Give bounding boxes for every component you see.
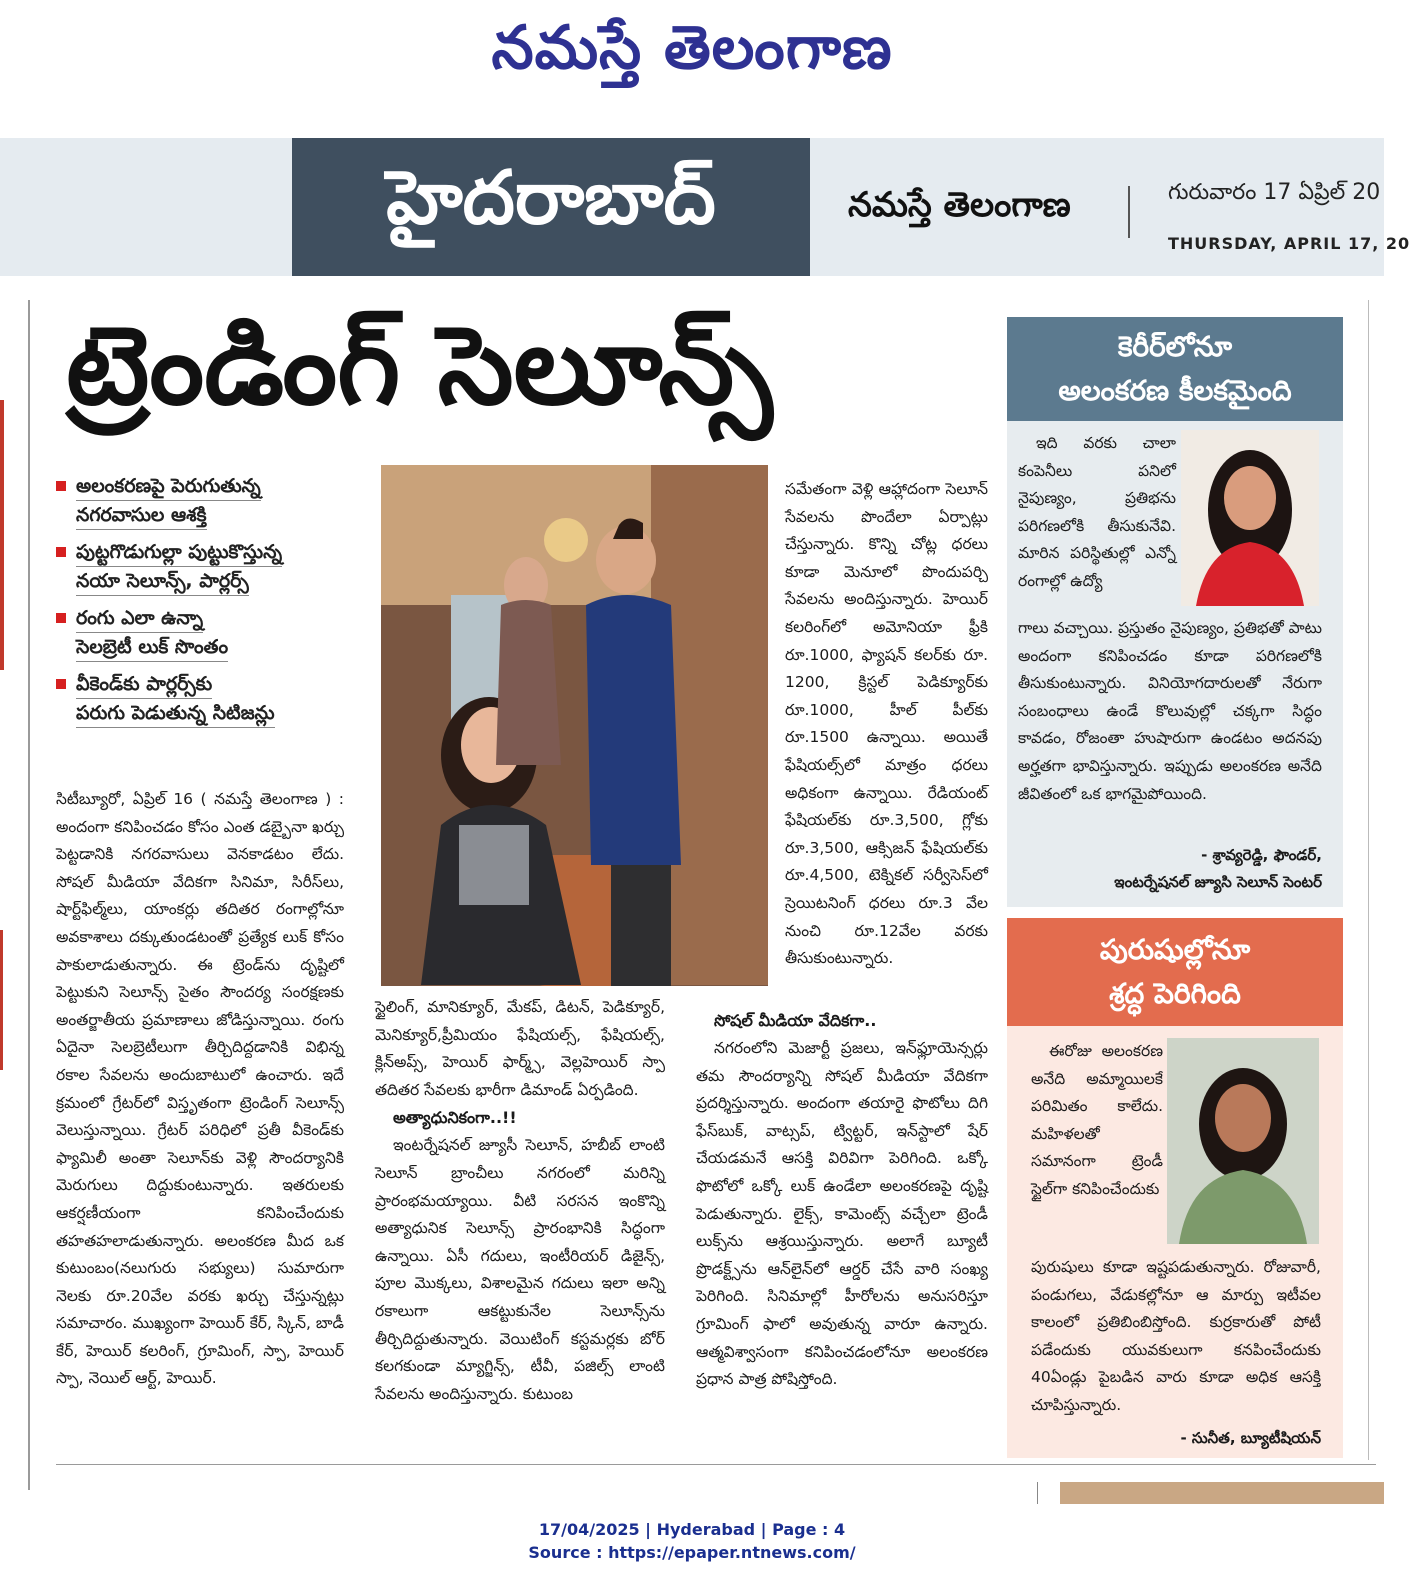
article-paragraph: నగరంలోని మెజార్టీ ప్రజలు, ఇన్‌ఫ్లూయెన్సర్లు తమ సౌందర్యాన్ని సోషల్ మీడియా వేదికగా ప్రదర్శిస్తున్నారు. అందంగా తయారై ఫొటోలు దిగి ఫేస్‌బుక్, వాట్సప్, ట్విట్టర్, ఇన్‌స్టాలో షేర్ చేయడమనే ఆసక్తి విరివిగా పెరిగింది. ఒక్కో ఫొటోలో ఒక్కో లుక్ ఉండేలా అలంకరణపై దృష్టి పెడుతున్నారు. లైక్స్, కామెంట్స్ వచ్చేలా ట్రెండీ లుక్స్‌ను ఆశ్రయిస్తున్నారు. అలాగే బ్యూటీ ప్రొడక్ట్స్‌ను ఆన్‌లైన్‌లో ఆర్డర్ చేసే వారి సంఖ్య పెరిగింది. సినిమాల్లో హీరోలను అనుసరిస్తూ గ్రూమింగ్ ఫాలో అవుతున్న వారూ ఉన్నారు. ఆత్మవిశ్వాసంగా కనిపించడంలోనూ అలంకరణ ప్రధాన పాత్ర పోషిస్తోంది. [696, 1039, 988, 1389]
sidebar-career-text [1018, 430, 1176, 606]
bullet-line: రంగు ఎలా ఉన్నా [76, 604, 203, 633]
subheading-social-media: సోషల్ మీడియా వేదికగా.. [714, 1011, 877, 1030]
band-separator [1128, 186, 1130, 238]
article-paragraph: స్టైలింగ్, మానిక్యూర్, మేకప్, డిటన్, పెడిక్యూర్, మెనిక్యూర్,ప్రీమియం ఫేషియల్స్, ఫేషియల్స్, క్లిన్అప్స్, హెయిర్ ఫార్మ్స్, వెల్లహెయిర్ స్పా తదితర సేవలకు భారీగా డిమాండ్ ఏర్పడింది. [375, 998, 665, 1099]
sidebar-heading-line: శ్రద్ధ పెరిగింది [1109, 977, 1241, 1010]
adjacent-page-edge [0, 400, 4, 670]
credit-line: - శ్రావ్యరెడ్డి, ఫౌండర్, [1201, 846, 1322, 864]
salon-photo [381, 465, 768, 986]
sidebar-men-credit: - సునీత, బ్యూటీషియన్ [1180, 1429, 1321, 1447]
sidebar-heading-line: పురుషుల్లోనూ [1099, 933, 1251, 966]
highlight-bullet [56, 472, 356, 530]
founder-portrait-illustration [1181, 430, 1319, 606]
sidebar-paragraph: ఇది వరకు చాలా కంపెనీలు పనిలో నైపుణ్యం, ప్రతిభను పరిగణలోకి తీసుకునేవి. మారిన పరిస్థితుల్లో ఎన్నో రంగాల్లో ఉద్యో [1018, 434, 1176, 590]
article-paragraph: సిటీబ్యూరో, ఏప్రిల్ 16 ( నమస్తే తెలంగాణ ) : అందంగా కనిపించడం కోసం ఎంత డబ్బైనా ఖర్చు పెట్టడానికి నగరవాసులు వెనకాడటం లేదు. సోషల్ మీడియా వేదికగా సినిమా, సిరీస్‌లు, షార్ట్‌ఫిల్మ్‌లు, యాంకర్లు తదితర రంగాల్లోనూ అవకాశాలు దక్కుతుండటంతో ప్రత్యేక లుక్ కోసం పాకులాడుతున్నారు. ఈ ట్రెండ్‌ను దృష్టిలో పెట్టుకుని సెలూన్స్ సైతం సౌందర్య సంరక్షణకు అంతర్జాతీయ ప్రమాణాలు జోడిస్తున్నాయి. రంగు ఏదైనా సెలబ్రెటీలుగా తీర్చిదిద్దడానికి విభిన్న రకాల సేవలను అందుబాటులో ఉంచారు. ఇదే క్రమంలో గ్రేటర్‌లో విస్తృతంగా ట్రెండింగ్ సెలూన్స్ వెలుస్తున్నాయి. గ్రేటర్ పరిధిలో ప్రతీ వీకెండ్‌కు ఫ్యామిలీ అంతా సెలూన్‌కు వెళ్లి సౌందర్యానికి మెరుగులు దిద్దుకుంటున్నారు. ఇతరులకు ఆకర్షణీయంగా కనిపించేందుకు తహతహలాడుతున్నారు. అలంకరణ మీద ఒక కుటుంబం(నలుగురు సభ్యులు) సుమారుగా నెలకు రూ.20వేల వరకు ఖర్చు చేస్తున్నట్లు సమాచారం. ముఖ్యంగా హెయిర్ కేర్, స్కిన్, బాడీ కేర్, హెయిర్ కలరింగ్, గ్రూమింగ్, స్పా, హెయిర్ స్పా, నెయిల్ ఆర్ట్, హెయిర్. [56, 790, 344, 1388]
subheading-ultra-modern: అత్యాధునికంగా..!! [393, 1108, 517, 1128]
masthead-title: నమస్తే తెలంగాణ [491, 13, 893, 83]
band-date-telugu: గురువారం 17 ఏప్రిల్ 20 [1168, 180, 1381, 205]
highlight-bullets [56, 472, 356, 736]
next-article-image-strip [1060, 1482, 1384, 1504]
right-rule [1368, 300, 1369, 1460]
article-column-3 [785, 476, 988, 996]
bullet-line: పుట్టగొడుగుల్లా పుట్టుకొస్తున్న [76, 538, 282, 567]
credit-line: ఇంటర్నేషనల్ జ్యూసి సెలూన్ సెంటర్ [1114, 873, 1322, 891]
footer-edition-info: 17/04/2025 | Hyderabad | Page : 4 [538, 1520, 846, 1539]
bullet-line: పరుగు పెడుతున్న సిటిజన్లు [76, 699, 275, 728]
article-paragraph: సమేతంగా వెళ్లి ఆహ్లాదంగా సెలూన్ సేవలను పొందేలా ఏర్పాట్లు చేస్తున్నారు. కొన్ని చోట్ల ధరలు కూడా మెనూలో పొందుపర్చి సేవలను అందిస్తున్నారు. హెయిర్ కలరింగ్‌లో అమోనియా ఫ్రీకి రూ.1000, ఫ్యాషన్ కలర్‌కు రూ. 1200, క్రిస్టల్ పెడిక్యూర్‌కు రూ.1000, హీల్ పీల్‌కు రూ.1500 ఉన్నాయి. అయితే ఫేషియల్స్‌లో మాత్రం ధరలు అధికంగా ఉన్నాయి. రేడియంట్ ఫేషియల్‌కు రూ.3,500, గ్లోకు రూ.3,500, ఆక్సిజన్ ఫేషియల్‌కు రూ.4,500, టెక్నికల్ సర్వీసెస్‌లో స్రెయిటనింగ్ ధరలు రూ.3 వేల నుంచి రూ.12వేల వరకు తీసుకుంటున్నారు. [785, 480, 988, 968]
sidebar-paragraph: గాలు వచ్చాయి. ప్రస్తుతం నైపుణ్యం, ప్రతిభతో పాటు అందంగా కనిపించడం కూడా పరిగణలోకి తీసుకుంటున్నారు. వినియోగదారులతో నేరుగా సంబంధాలు ఉండే కొలువుల్లో చక్కగా సిద్ధం కావడం, రోజంతా హుషారుగా ఉండటం అదనపు అర్హతగా భావిస్తున్నారు. ఇప్పుడు అలంకరణ అనేది జీవితంలో ఒక భాగమైపోయింది. [1018, 619, 1322, 803]
sidebar-heading-line: కెరీర్‌లోనూ [1117, 330, 1233, 363]
beautician-portrait-illustration [1167, 1038, 1319, 1244]
masthead [0, 0, 1384, 110]
bullet-line: నగరవాసుల ఆశక్తి [76, 501, 207, 530]
highlight-bullet [56, 670, 356, 728]
sidebar-heading-line: అలంకరణ కీలకమైంది [1058, 374, 1292, 407]
band-date-english: THURSDAY, APRIL 17, 20 [1168, 234, 1410, 253]
article-column-3-continued [696, 1007, 988, 1447]
footer-source-link[interactable]: Source : https://epaper.ntnews.com/ [528, 1543, 856, 1562]
adjacent-page-edge [0, 930, 3, 1070]
highlight-bullet [56, 538, 356, 596]
sidebar-men-heading [1007, 918, 1343, 1026]
salon-photo-illustration [381, 465, 768, 986]
sidebar-men-text [1031, 1038, 1163, 1244]
bullet-line: వీకెండ్‌కు పార్లర్స్‌కు [76, 670, 212, 699]
left-rule [28, 300, 30, 1490]
article-paragraph: ఇంటర్నేషనల్ జ్యూసీ సెలూన్, హబీబ్ లాంటి సెలూన్ బ్రాంచీలు నగరంలో మరిన్ని ప్రారంభమయ్యాయి. వీటి సరసన ఇంకొన్ని అత్యాధునిక సెలూన్స్ ప్రారంభానికి సిద్ధంగా ఉన్నాయి. ఏసీ గదులు, ఇంటీరియర్ డిజైన్స్, పూల మొక్కలు, విశాలమైన గదులు ఇలా అన్ని రకాలుగా ఆకట్టుకునేల సెలూన్స్‌ను తీర్చిదిద్దుతున్నారు. వెయిటింగ్ కస్టమర్లకు బోర్ కలగకుండా మ్యాగ్జిన్స్, టీవీ, పజిల్స్ లాంటి సేవలను అందిస్తున్నారు. కుటుంబ [375, 1136, 665, 1403]
sidebar-career-heading [1007, 317, 1343, 421]
sidebar-paragraph: పురుషులు కూడా ఇష్టపడుతున్నారు. రోజువారీ, పండుగలు, వేడుకల్లోనూ ఆ మార్పు ఇటీవల కాలంలో ప్రతిబింబిస్తోంది. కుర్రకారుతో పోటీ పడేందుకు యువకులుగా కనపించేందుకు 40ఏండ్లు పైబడిన వారు కూడా అధిక ఆసక్తి చూపిస్తున్నారు. [1031, 1258, 1321, 1414]
bullet-line: నయా సెలూన్స్, పార్లర్స్ [76, 567, 249, 596]
bullet-line: అలంకరణపై పెరుగుతున్న [76, 472, 261, 501]
article-headline: ట్రెండింగ్ సెలూన్స్ [66, 304, 773, 429]
article-column-2 [375, 994, 665, 1444]
founder-portrait [1181, 430, 1319, 606]
section-title: హైదరాబాద్ [386, 155, 716, 241]
beautician-portrait [1167, 1038, 1319, 1244]
highlight-bullet [56, 604, 356, 662]
bottom-strip-divider [1037, 1482, 1038, 1504]
bottom-rule [56, 1464, 1376, 1465]
sidebar-men-text-continued [1031, 1254, 1321, 1422]
band-brand: నమస్తే తెలంగాణ [848, 185, 1071, 225]
sidebar-paragraph: ఈరోజు అలంకరణ అనేది అమ్మాయిలకే పరిమితం కాలేదు. మహిళలతో సమానంగా ట్రెండీ స్టైల్‌గా కనిపించేందుకు [1031, 1042, 1163, 1198]
sidebar-career-text-continued [1018, 615, 1322, 835]
section-title-box [292, 138, 810, 276]
article-column-1 [56, 786, 344, 1436]
bullet-line: సెలబ్రెటీ లుక్ సొంతం [76, 633, 228, 662]
sidebar-career-credit [1018, 842, 1322, 896]
